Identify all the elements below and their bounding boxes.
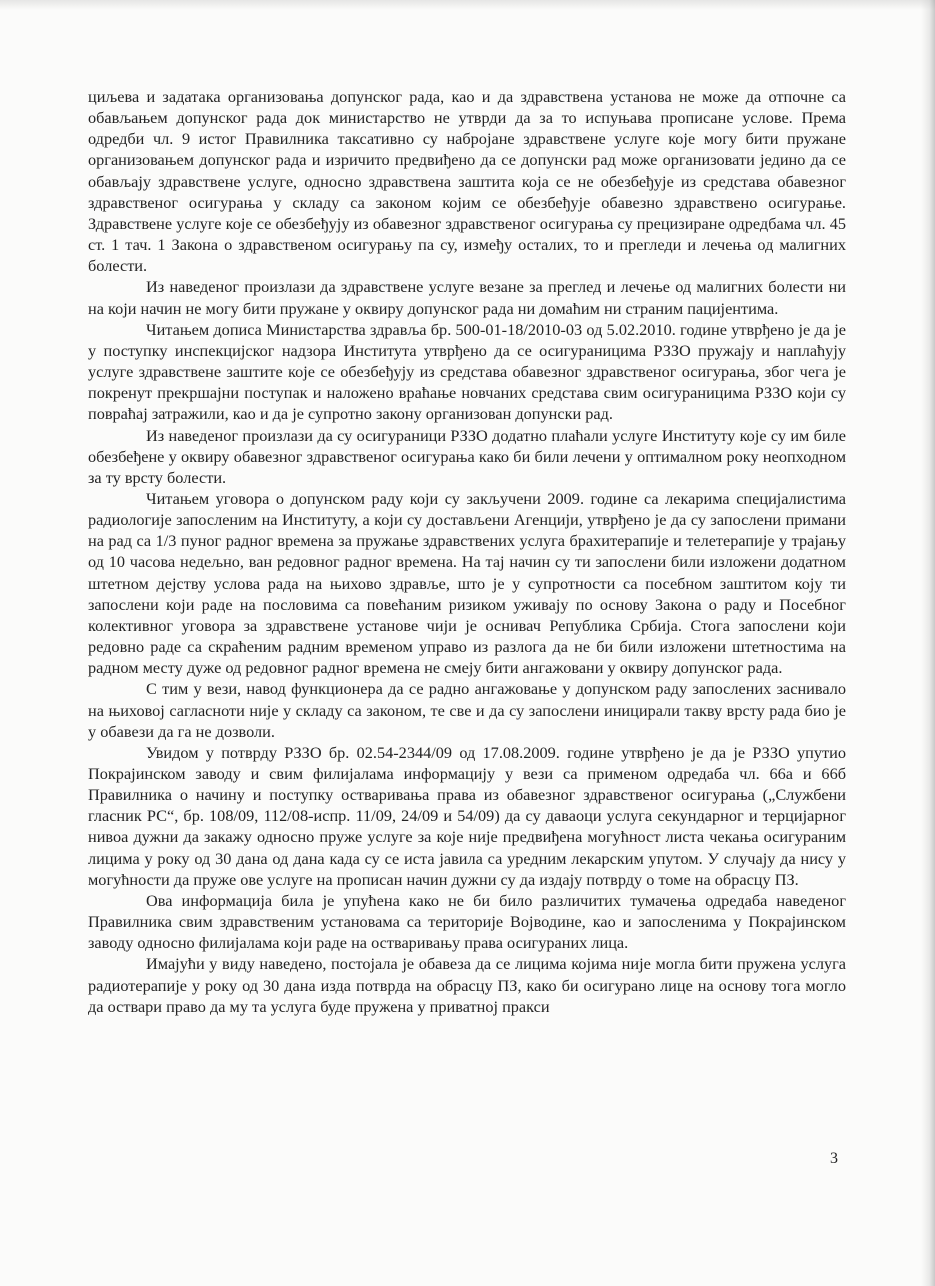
paragraph: Из наведеног произлази да здравствене услуге везане за преглед и лечење од малигних болести ни на који начин не могу бити пружане у оквиру допунског рада ни домаћим ни страним пацијентима. — [88, 277, 846, 318]
page-number: 3 — [830, 1150, 838, 1167]
paragraph: С тим у вези, навод функционера да се радно ангажовање у допунском раду запослених заснивало на њиховој сагласноти није у складу са законом, те све и да су запослени иницирали такву врсту рада био је у обавези да га не дозволи. — [88, 679, 846, 741]
scan-top-shadow — [0, 0, 935, 10]
document-body — [88, 86, 846, 1017]
paragraph: Читањем дописа Министарства здравља бр. 500-01-18/2010-03 од 5.02.2010. године утврђено је да је у поступку инспекцијског надзора Института утврђено да се осигураницима РЗЗО пружају и наплаћују услуге здравствене заштите које се обезбеђују из средстава обавезног здравственог осигурања, због чега је покренут прекршајни поступак и наложено враћање новчаних средстава свим осигураницима РЗЗО који су повраћај затражили, као и да је супротно закону организован допунски рад. — [88, 319, 846, 424]
paragraph: Увидом у потврду РЗЗО бр. 02.54-2344/09 од 17.08.2009. године утврђено је да је РЗЗО упутио Покрајинском заводу и свим филијалама информацију у вези са применом одредаба чл. 66а и 66б Правилника о начину и поступку остваривања права из обавезног здравственог осигурања („Службени гласник РС“, бр. 108/09, 112/08-испр. 11/09, 24/09 и 54/09) да су даваоци услуга секундарног и терцијарног нивоа дужни да закажу односно пруже услуге за које није предвиђена могућност листа чекања осигураним лицима у року од 30 дана од дана када су се иста јавила са уредним лекарским упутом. У случају да нису у могућности да пруже ове услуге на прописан начин дужни су да издају потврду о томе на обрасцу ПЗ. — [88, 742, 846, 889]
paragraph: Из наведеног произлази да су осигураници РЗЗО додатно плаћали услуге Институту које су им биле обезбеђене у оквиру обавезног здравственог осигурања како би били лечени у оптималном року неопходном за ту врсту болести. — [88, 425, 846, 487]
paragraph: Имајући у виду наведено, постојала је обавеза да се лицима којима није могла бити пружена услуга радиотерапије у року од 30 дана изда потврда на обрасцу ПЗ, како би осигурано лице на основу тога могло да оствари право да му та услуга буде пружена у приватној пракси — [88, 954, 846, 1016]
paragraph-continuation: циљева и задатака организовања допунског рада, као и да здравствена установа не може да отпочне са обављањем допунског рада док министарство не утврди да за то испуњава прописане услове. Према одредби чл. 9 истог Правилника таксативно су набројане здравствене услуге које могу бити пружане организовањем допунског рада и изричито предвиђено да се допунски рад може организовати једино да се обављају здравствене услуге, односно здравствена заштита која се не обезбеђује из средстава обавезног здравственог осигурања у складу са законом којим се обезбеђује обавезно здравствено осигурање. Здравствене услуге које се обезбеђују из обавезног здравственог осигурања су прецизиране одредбама чл. 45 ст. 1 тач. 1 Закона о здравственом осигурању па су, између осталих, то и прегледи и лечења од малигних болести. — [88, 87, 846, 276]
paragraph: Ова информација била је упућена како не би било различитих тумачења одредаба наведеног Правилника свим здравственим установама са територије Војводине, као и запосленима у Покрајинском заводу односно филијалама који раде на остваривању права осигураних лица. — [88, 890, 846, 953]
scan-edge-shadow — [921, 0, 935, 1286]
paragraph: Читањем уговора о допунском раду који су закључени 2009. године са лекарима специјалистима радиологије запосленим на Институту, а који су достављени Агенцији, утврђено је да су запослени примани на рад са 1/3 пуног радног времена за пружање здравствених услуга брахитерапије и телетерапије у трајању од 10 часова недељно, ван редовног радног времена. На тај начин су ти запослени били изложени додатном штетном дејству услова рада на њихово здравље, што је у супротности са посебном заштитом коју ти запослени који раде на пословима са повећаним ризиком уживају по основу Закона о раду и Посебног колективног уговора за здравствене установе чији је оснивач Република Србија. Стога запослени који редовно раде са скраћеним радним временом управо из разлога да не би били изложени штетностима на радном месту дуже од редовног радног времена не смеју бити ангажовани у оквиру допунског рада. — [88, 488, 846, 678]
